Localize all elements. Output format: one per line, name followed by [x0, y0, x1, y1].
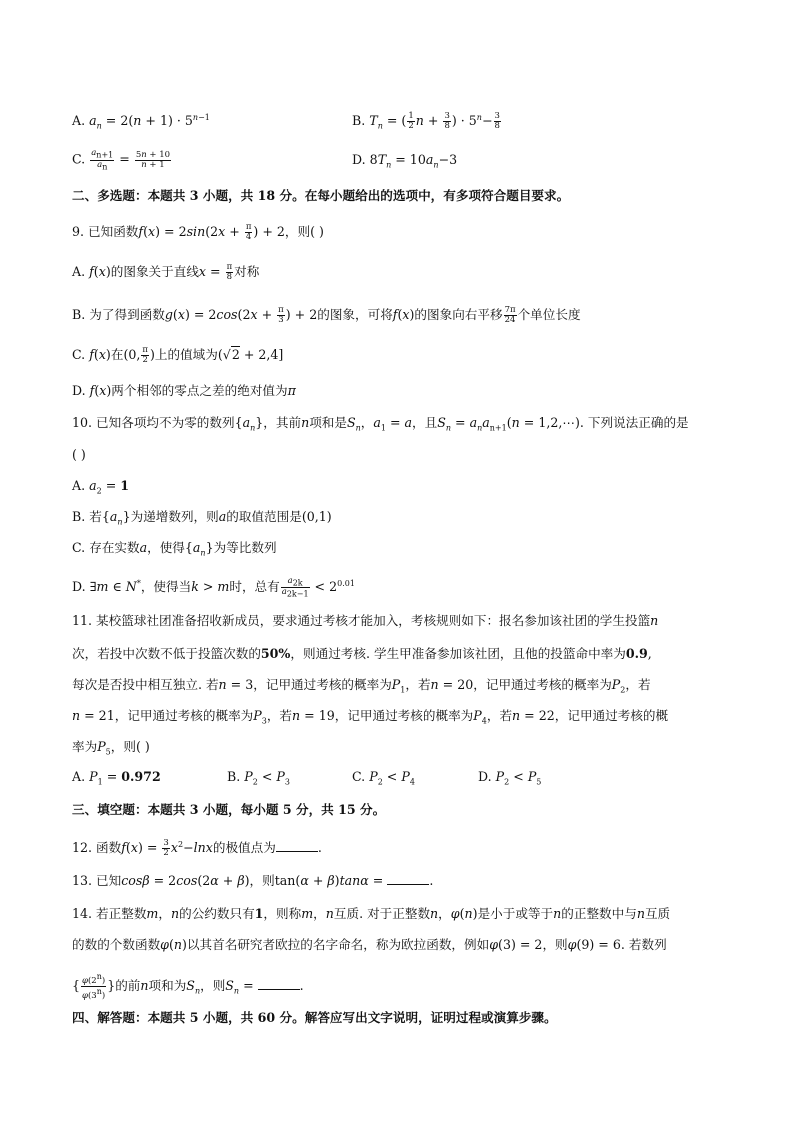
section3-title: 三、填空题：本题共 3 小题，每小题 5 分，共 15 分。 [72, 802, 386, 817]
section2-title: 二、多选题：本题共 3 小题，共 18 分。在每小题给出的选项中，有多项符合题目要求。 [72, 188, 570, 203]
q11-line1: 11. 某校篮球社团准备招收新成员，要求通过考核才能加入，考核规则如下：报名参加该社团的学生投篮n [72, 613, 659, 628]
q10-stem: 10. 已知各项均不为零的数列$\{a_n\}$，其前n项和是$S_n$，$a_1 = a$，且$S_n = a_na_{n+1}(n$ = 1,2,⋯). 下列说法正确的是 [72, 415, 689, 433]
section4-title: 四、解答题：本题共 5 小题，共 60 分。解答应写出文字说明，证明过程或演算步骤。 [72, 1010, 557, 1025]
q10-option-b: B. 若$\{a_n\}$为递增数列，则a的取值范围是(0,1) [72, 509, 332, 527]
q14-answer-blank[interactable] [258, 978, 300, 990]
q8-option-a: A. $a_n = 2(n + 1) \cdot 5^{n-1}$ [72, 113, 210, 131]
q11-line2: 次，若投中次数不低于投篮次数的50%，则通过考核. 学生甲准备参加该社团，且他的投篮命中率为0.9, [72, 646, 652, 661]
q10-option-a: A. $a_2 = 1$ [72, 478, 130, 496]
q8-option-d: D. $8T_n = 10a_n-3$ [352, 152, 458, 170]
q9-stem: 9. 已知函数f(x) = 2sin(2x + $\frac{\pi}{4}$ ) + 2，则( ) [72, 222, 324, 242]
q10-paren: ( ) [72, 447, 86, 462]
q11-option-c: C. $P_2 < P_4$ [352, 769, 415, 787]
q8-option-b: B. $T_n$ = ( $\frac{1}{2}$ n + $\frac{3}{8}$ ) · $5^n-$ $\frac{3}{8}$ [352, 111, 500, 132]
q14-line3: { $\frac{\varphi(2^n)}{\varphi(3^n)}$ }的前n项和为$S_n$，则$S_n$ = . [72, 972, 304, 1001]
q11-line3: 每次是否投中相互独立. 若n = 3，记甲通过考核的概率为$P_1$，若n = 20，记甲通过考核的概率为$P_2$，若 [72, 677, 651, 695]
q10-option-c: C. 存在实数a，使得$\{a_n\}$为等比数列 [72, 540, 277, 558]
q9-option-a: A. f(x)的图象关于直线x = $\frac{\pi}{8}$ 对称 [72, 262, 260, 282]
q9-option-b: B. 为了得到函数g(x) = 2cos(2x + $\frac{\pi}{3}$ ) + 2的图象，可将f(x)的图象向右平移 $\frac{7\pi}{24}$ 个单位长度 [72, 305, 581, 325]
q11-option-a: A. $P_1 = 0.972$ [72, 769, 161, 787]
q11-option-d: D. $P_2 < P_5$ [478, 769, 542, 787]
q12: 12. 函数f(x) = $\frac{3}{2}$ $x^2-\ln x$的极值点为 . [72, 838, 322, 859]
q13-answer-blank[interactable] [387, 873, 429, 885]
q11-line5: 率为$P_5$，则( ) [72, 739, 150, 757]
q9-option-d: D. f(x)两个相邻的零点之差的绝对值为π [72, 383, 296, 398]
q8-option-c: C. $\frac{a_{n+1}}{a_n}$ = $\frac{5n + 10}{n + 1}$ [72, 148, 171, 172]
q13: 13. 已知cosβ = 2cos(2α + β)，则tan(α + β)tanα = . [72, 873, 434, 888]
q9-option-c: C. f(x)在(0, $\frac{\pi}{2}$ )上的值域为(√2 + 2,4] [72, 345, 284, 365]
q14-line2: 的数的个数函数φ(n)以其首名研究者欧拉的名字命名，称为欧拉函数，例如φ(3) = 2，则φ(9) = 6. 若数列 [72, 937, 667, 952]
q11-option-b: B. $P_2 < P_3$ [227, 769, 290, 787]
q11-line4: n = 21，记甲通过考核的概率为$P_3$，若n = 19，记甲通过考核的概率为$P_4$，若n = 22，记甲通过考核的概 [72, 708, 669, 726]
q10-option-d: D. ∃m ∈ N*，使得当k > m时，总有 $\frac{a_{2k}}{a_{2k-1}}$ < $2^{0.01}$ [72, 575, 355, 599]
q12-answer-blank[interactable] [276, 840, 318, 852]
q14-line1: 14. 若正整数m，n的公约数只有1，则称m，n互质. 对于正整数n，φ(n)是小于或等于n的正整数中与n互质 [72, 906, 671, 921]
